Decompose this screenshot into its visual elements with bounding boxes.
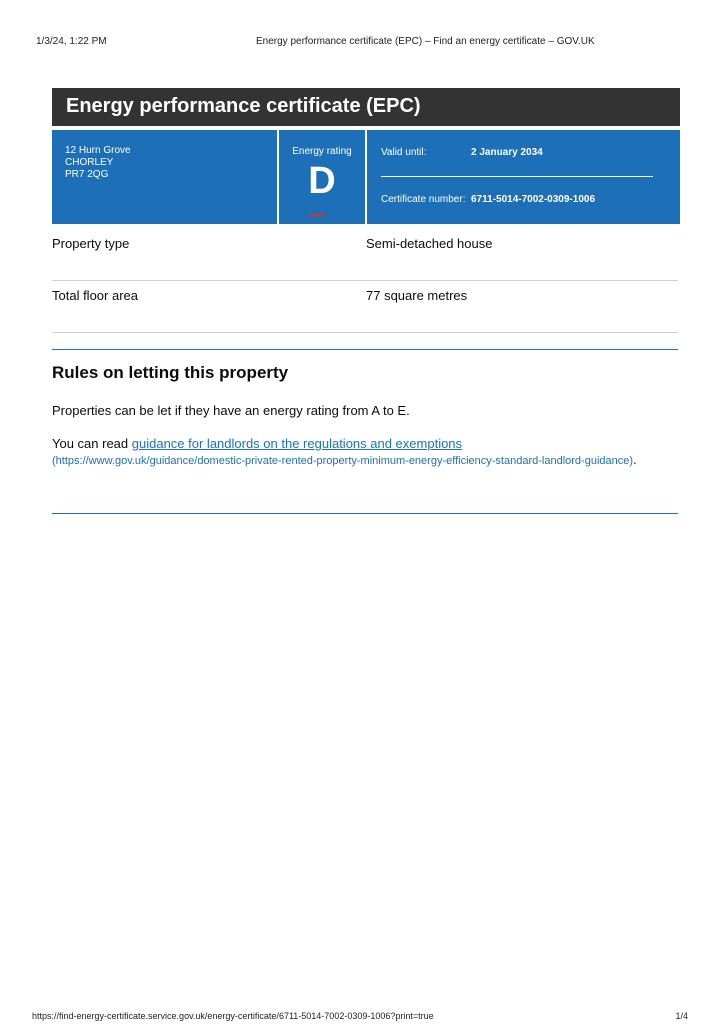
summary-row-property-type	[52, 228, 678, 281]
address-line-2: CHORLEY	[65, 157, 114, 168]
section-divider	[52, 349, 678, 350]
rating-marker	[309, 214, 325, 216]
property-address	[52, 130, 277, 224]
print-page-title: Energy performance certificate (EPC) – Find an energy certificate – GOV.UK	[256, 36, 595, 47]
certificate-details	[367, 130, 680, 224]
page-number: 1/4	[675, 1011, 688, 1021]
print-url: https://find-energy-certificate.service.gov.uk/energy-certificate/6711-5014-7002-0309-1006?print=true	[32, 1011, 434, 1021]
section-divider	[52, 513, 678, 514]
floor-area-value: 77 square metres	[366, 288, 468, 303]
guidance-prefix: You can read	[52, 436, 132, 451]
floor-area-label: Total floor area	[52, 288, 138, 303]
certificate-summary-panel	[52, 130, 680, 224]
print-date: 1/3/24, 1:22 PM	[36, 36, 107, 47]
guidance-paragraph	[52, 436, 652, 469]
letting-rule-text: Properties can be let if they have an energy rating from A to E.	[52, 403, 410, 418]
energy-rating-label: Energy rating	[292, 146, 352, 157]
certificate-heading: Energy performance certificate (EPC)	[52, 88, 680, 126]
guidance-url[interactable]: (https://www.gov.uk/guidance/domestic-private-rented-property-minimum-energy-efficiency-standard-landlord-guidance)	[52, 455, 634, 467]
certificate-number-label: Certificate number:	[381, 194, 466, 205]
print-header	[36, 36, 688, 50]
address-line-3: PR7 2QG	[65, 169, 109, 180]
print-footer	[32, 1011, 688, 1021]
guidance-link[interactable]: guidance for landlords on the regulations and exemptions	[131, 436, 463, 451]
energy-rating-box	[279, 130, 365, 224]
property-type-value: Semi-detached house	[366, 236, 493, 251]
valid-until-label: Valid until:	[381, 147, 427, 158]
letting-rules-heading: Rules on letting this property	[52, 363, 289, 382]
certificate-number: 6711-5014-7002-0309-1006	[471, 194, 595, 205]
address-line-1: 12 Hurn Grove	[65, 145, 131, 156]
energy-rating-letter: D	[308, 160, 336, 202]
valid-until-date: 2 January 2034	[471, 147, 543, 158]
details-divider	[381, 176, 653, 177]
summary-row-floor-area	[52, 280, 678, 333]
property-type-label: Property type	[52, 236, 130, 251]
guidance-suffix: .	[633, 452, 637, 467]
